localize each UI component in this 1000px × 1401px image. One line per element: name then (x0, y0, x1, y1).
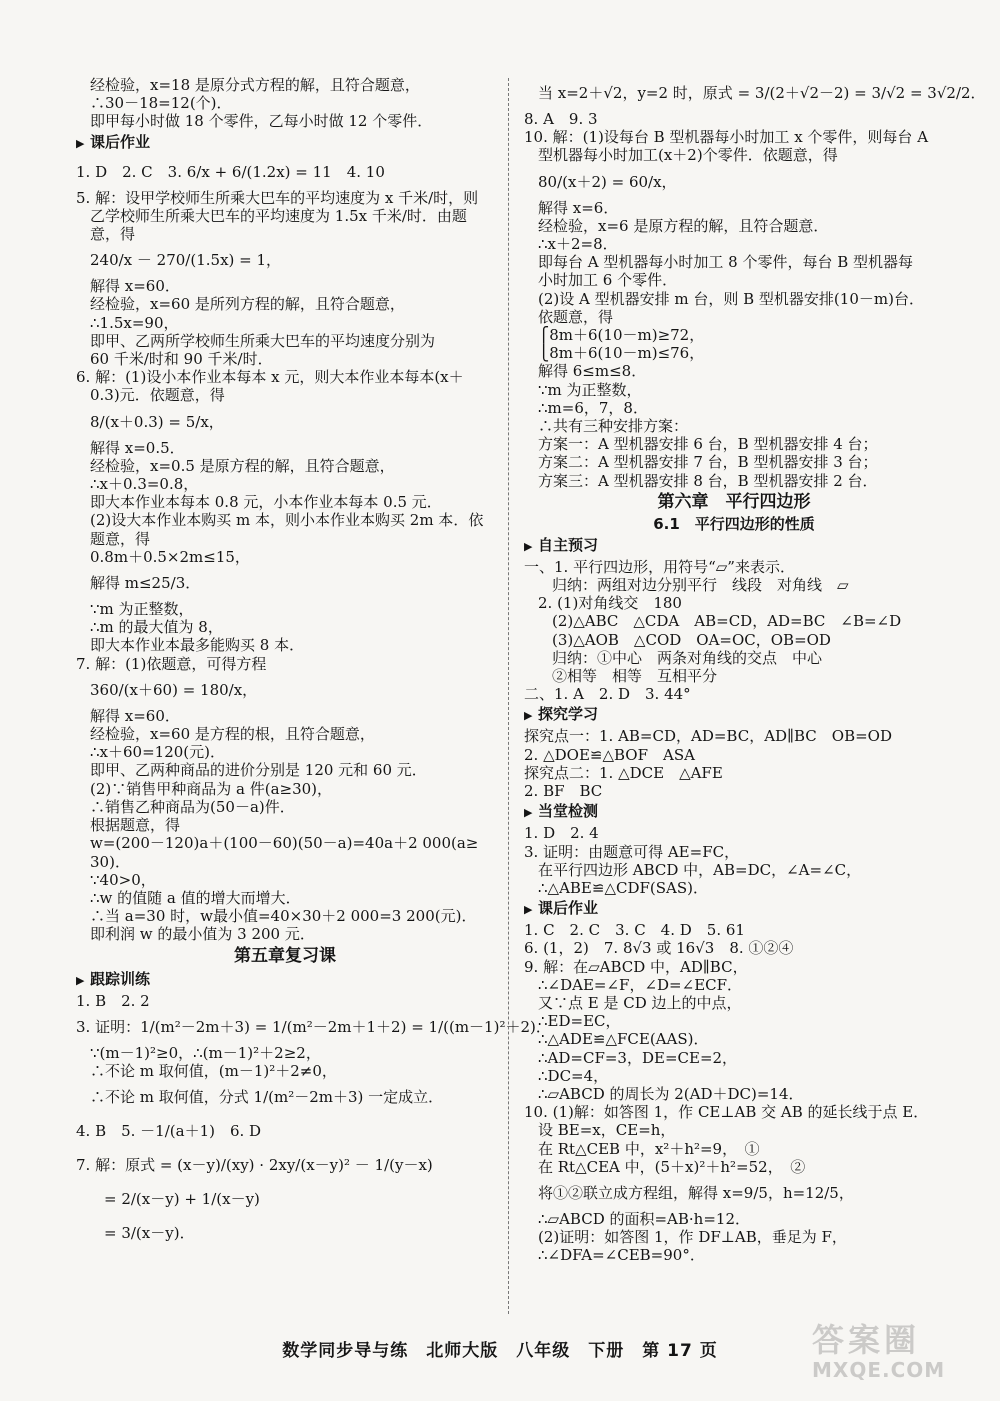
answer-line: 解得 x=60． (90, 277, 180, 296)
section-arrow-icon: ▶ (524, 709, 533, 723)
answer-line: 8/(x＋0.3) = 5/x， (90, 412, 224, 431)
answer-line: 经检验，x=18 是原分式方程的解，且符合题意， (90, 76, 420, 94)
answer-line: 10. 解：(1)设每台 B 型机器每小时加工 x 个零件，则每台 A (524, 128, 929, 147)
answer-line: ②相等 相等 互相平分 (552, 667, 718, 686)
answer-line: 7. 解：(1)依题意，可得方程 (76, 654, 267, 673)
answer-line: 根据题意，得 (90, 816, 181, 835)
answer-line: 即利润 w 的最小值为 3 200 元． (90, 925, 315, 944)
answer-line: ∴DC=4， (538, 1066, 609, 1085)
answer-line: 依题意，得 (538, 307, 614, 326)
section-heading-label: 当堂检测 (538, 802, 599, 821)
answer-line: ∴x＋0.3=0.8， (90, 475, 199, 494)
answer-line: 即甲、乙两所学校师生所乘大巴车的平均速度分别为 (90, 331, 436, 350)
section-heading (524, 704, 944, 726)
column-divider (508, 78, 509, 1314)
answer-line: 经检验，x=6 是原方程的解，且符合题意． (538, 216, 829, 235)
section-arrow-icon: ▶ (524, 539, 533, 553)
answer-line: 即甲、乙两种商品的进价分别是 120 元和 60 元． (90, 761, 427, 780)
answer-line: ∴m 的最大值为 8， (90, 618, 223, 637)
answer-line: 归纳：①中心 两条对角线的交点 中心 (552, 648, 823, 667)
answer-line: 在 Rt△CEB 中，x²＋h²=9， ① (538, 1139, 760, 1158)
answer-line: ∴x＋2=8． (538, 235, 618, 254)
answer-line: 归纳：两组对边分别平行 线段 对角线 ▱ (552, 576, 849, 595)
answer-line: 6. 解：(1)设小本作业本每本 x 元，则大本作业本每本(x＋ (76, 368, 464, 387)
section-arrow-icon: ▶ (76, 136, 85, 150)
watermark-logo (812, 1322, 982, 1388)
answer-line: 即大本作业本最多能购买 8 本． (90, 636, 305, 655)
answer-line: (2)证明：如答图 1，作 DF⊥AB，垂足为 F， (538, 1228, 847, 1247)
right-column (524, 76, 986, 1265)
answer-line: 360/(x＋60) = 180/x， (90, 680, 258, 699)
answer-line: 乙学校师生所乘大巴车的平均速度为 1.5x 千米/时．由题 (90, 206, 467, 225)
answer-line: ∴▱ABCD 的周长为 2(AD＋DC)=14． (538, 1084, 804, 1103)
answer-line: w=(200－120)a＋(100－60)(50－a)=40a＋2 000(a≥ (90, 834, 479, 853)
section-heading-label: 课后作业 (90, 132, 151, 151)
answer-line: 即甲每小时做 18 个零件，乙每小时做 12 个零件． (90, 112, 433, 131)
answer-line: 解得 6≤m≤8． (538, 362, 647, 381)
section-heading (524, 801, 944, 823)
answer-line: 60 千米/时和 90 千米/时． (90, 350, 273, 369)
answer-line: 80/(x＋2) = 60/x， (538, 172, 677, 191)
answer-line: 题意，得 (90, 529, 151, 548)
answer-line: ∴x＋60=120(元)． (90, 743, 225, 762)
answer-line: 解得 x=6． (538, 198, 619, 217)
answer-line: 10. (1)解：如答图 1，作 CE⊥AB 交 AB 的延长线于点 E． (524, 1103, 929, 1122)
answer-line: 小时加工 6 个零件． (538, 271, 678, 290)
section-heading-label: 自主预习 (538, 535, 599, 554)
chapter-title: 第五章复习课 (234, 945, 336, 966)
answer-line: ∴30－18=12(个)． (90, 94, 232, 113)
answer-line: 将①②联立成方程组，解得 x=9/5，h=12/5， (538, 1183, 854, 1202)
answer-line: 在平行四边形 ABCD 中，AB=DC，∠A=∠C， (538, 860, 862, 879)
answer-line: ∴1.5x=90， (90, 313, 179, 332)
answer-line: 即每台 A 型机器每小时加工 8 个零件，每台 B 型机器每 (538, 253, 914, 272)
answer-line: 7. 解：原式 = (x－y)/(xy) · 2xy/(x－y)² － 1/(y－x) (76, 1156, 433, 1175)
answer-line: ∴△ADE≌△FCE(AAS)． (538, 1030, 709, 1049)
answer-line: 2. (1)对角线交 180 (538, 594, 682, 613)
answer-line: 探究点二：1. △DCE △AFE (524, 763, 723, 782)
answer-line: (2)△ABC △CDA AB=CD，AD=BC ∠B=∠D (552, 612, 902, 631)
section-heading-label: 课后作业 (538, 899, 599, 918)
section-heading-label: 跟踪训练 (90, 969, 151, 988)
answer-line: 0.8m＋0.5×2m≤15， (90, 547, 250, 566)
answer-line: 方案一：A 型机器安排 6 台，B 型机器安排 4 台； (538, 435, 878, 454)
section-arrow-icon: ▶ (524, 806, 533, 820)
answer-line: 解得 x=60． (90, 706, 180, 725)
answer-line: 3. 证明：1/(m²－2m＋3) = 1/(m²－2m＋1＋2) = 1/((m－1)²＋2)． (76, 1017, 551, 1036)
answer-line: 在 Rt△CEA 中，(5＋x)²＋h²=52， ② (538, 1157, 806, 1176)
answer-line: 1. D 2. 4 (524, 824, 599, 843)
answer-line: ∴AD=CF=3，DE=CE=2， (538, 1048, 738, 1067)
answer-line: 6. (1，2) 7. 8√3 或 16√3 8. ①②④ (524, 939, 794, 958)
answer-line: = 3/(x－y)． (104, 1224, 195, 1243)
watermark-text-bottom: MXQE.COM (812, 1358, 946, 1382)
answer-line: ∴ED=EC， (538, 1012, 621, 1031)
answer-line: 设 BE=x，CE=h， (538, 1121, 676, 1140)
answer-line: ∴当 a=30 时，w最小值=40×30＋2 000=3 200(元)． (90, 907, 477, 926)
answer-line: 二、1. A 2. D 3. 44° (524, 685, 691, 704)
answer-line: 方案二：A 型机器安排 7 台，B 型机器安排 3 台； (538, 453, 878, 472)
answer-line: 1. D 2. C 3. 6/x + 6/(1.2x) = 11 4. 10 (76, 162, 385, 181)
answer-line: 型机器每小时加工(x＋2)个零件．依题意，得 (538, 146, 838, 165)
answer-line: ⎧8m＋6(10－m)≥72， (538, 326, 705, 345)
answer-line: 1. C 2. C 3. C 4. D 5. 61 (524, 921, 745, 940)
answer-line: 240/x － 270/(1.5x) = 1， (90, 251, 282, 270)
answer-line: 意，得 (90, 225, 136, 244)
section-arrow-icon: ▶ (524, 903, 533, 917)
answer-line: ∴m=6，7，8． (538, 398, 648, 417)
answer-line: ∴∠DAE=∠F，∠D=∠ECF． (538, 975, 743, 994)
answer-line: 经检验，x=0.5 是原方程的解，且符合题意， (90, 456, 395, 475)
answer-line: 3. 证明：由题意可得 AE=FC， (524, 842, 740, 861)
answer-line: ∴▱ABCD 的面积=AB·h=12． (538, 1209, 750, 1228)
section-heading (76, 132, 494, 154)
page-footer: 数学同步导与练 北师大版 八年级 下册 第 17 页 (282, 1341, 718, 1361)
watermark-text-top: 答案圈 (812, 1321, 921, 1359)
answer-line: 8. A 9. 3 (524, 110, 598, 128)
section-heading (524, 535, 944, 557)
answer-line: ∵m 为正整数， (90, 600, 194, 619)
answer-line: 2. △DOE≌△BOF ASA (524, 745, 695, 764)
answer-line: 当 x=2＋√2，y=2 时，原式 = 3/(2＋√2－2) = 3/√2 = 3√2/2． (538, 84, 986, 102)
section-heading (76, 969, 494, 991)
section-heading-label: 探究学习 (538, 705, 599, 724)
answer-line: ∵40>0， (90, 870, 156, 889)
answer-line: 方案三：A 型机器安排 8 台，B 型机器安排 2 台． (538, 471, 878, 490)
answer-line: (2)设大本作业本购买 m 本，则小本作业本购买 2m 本．依 (90, 511, 484, 530)
answer-line: ∴销售乙种商品为(50－a)件． (90, 797, 295, 816)
answer-line: 经检验，x=60 是方程的根，且符合题意， (90, 725, 375, 744)
answer-line: 5. 解：设甲学校师生所乘大巴车的平均速度为 x 千米/时，则 (76, 188, 479, 207)
answer-line: 即大本作业本每本 0.8 元，小本作业本每本 0.5 元． (90, 493, 442, 512)
answer-line: 探究点一：1. AB=CD，AD=BC，AD∥BC OB=OD (524, 727, 892, 746)
chapter-title: 第六章 平行四边形 (657, 491, 811, 512)
answer-line: ∵(m－1)²≥0，∴(m－1)²＋2≥2， (90, 1043, 321, 1062)
answer-line: ∴不论 m 取何值，分式 1/(m²－2m＋3) 一定成立． (90, 1088, 444, 1107)
section-arrow-icon: ▶ (76, 973, 85, 987)
answer-line: 一、1. 平行四边形，用符号“▱”来表示． (524, 557, 795, 576)
answer-line: ∴共有三种安排方案： (538, 417, 689, 436)
answer-line: 解得 m≤25/3． (90, 574, 201, 593)
answer-line: (2)∵销售甲种商品为 a 件(a≥30)， (90, 779, 333, 798)
answer-line: 1. B 2. 2 (76, 991, 150, 1010)
answer-line: 0.3)元．依题意，得 (90, 386, 225, 405)
answer-line: ∴w 的值随 a 值的增大而增大． (90, 888, 301, 907)
answer-line: (3)△AOB △COD OA=OC，OB=OD (552, 630, 831, 649)
answer-line: 2. BF BC (524, 782, 603, 801)
left-column (76, 76, 551, 1250)
answer-line: ⎩8m＋6(10－m)≤76， (538, 344, 705, 363)
answer-line: = 2/(x－y) + 1/(x－y) (104, 1190, 260, 1209)
answer-line: 经检验，x=60 是所列方程的解，且符合题意， (90, 295, 405, 314)
answer-line: 30)． (90, 852, 130, 871)
answer-line: 解得 x=0.5． (90, 438, 185, 457)
section-title: 6.1 平行四边形的性质 (653, 514, 815, 533)
answer-line: ∴△ABE≌△CDF(SAS)． (538, 878, 708, 897)
answer-line: ∴不论 m 取何值，(m－1)²＋2≠0， (90, 1061, 337, 1080)
answer-line: ∵m 为正整数， (538, 380, 642, 399)
answer-line: (2)设 A 型机器安排 m 台，则 B 型机器安排(10－m)台． (538, 289, 924, 308)
answer-line: 9. 解：在▱ABCD 中，AD∥BC， (524, 957, 748, 976)
answer-line: 又∵点 E 是 CD 边上的中点， (538, 993, 742, 1012)
answer-line: ∴∠DFA=∠CEB=90°． (538, 1246, 705, 1265)
answer-line: 4. B 5. －1/(a＋1) 6. D (76, 1122, 262, 1141)
section-heading (524, 898, 944, 920)
